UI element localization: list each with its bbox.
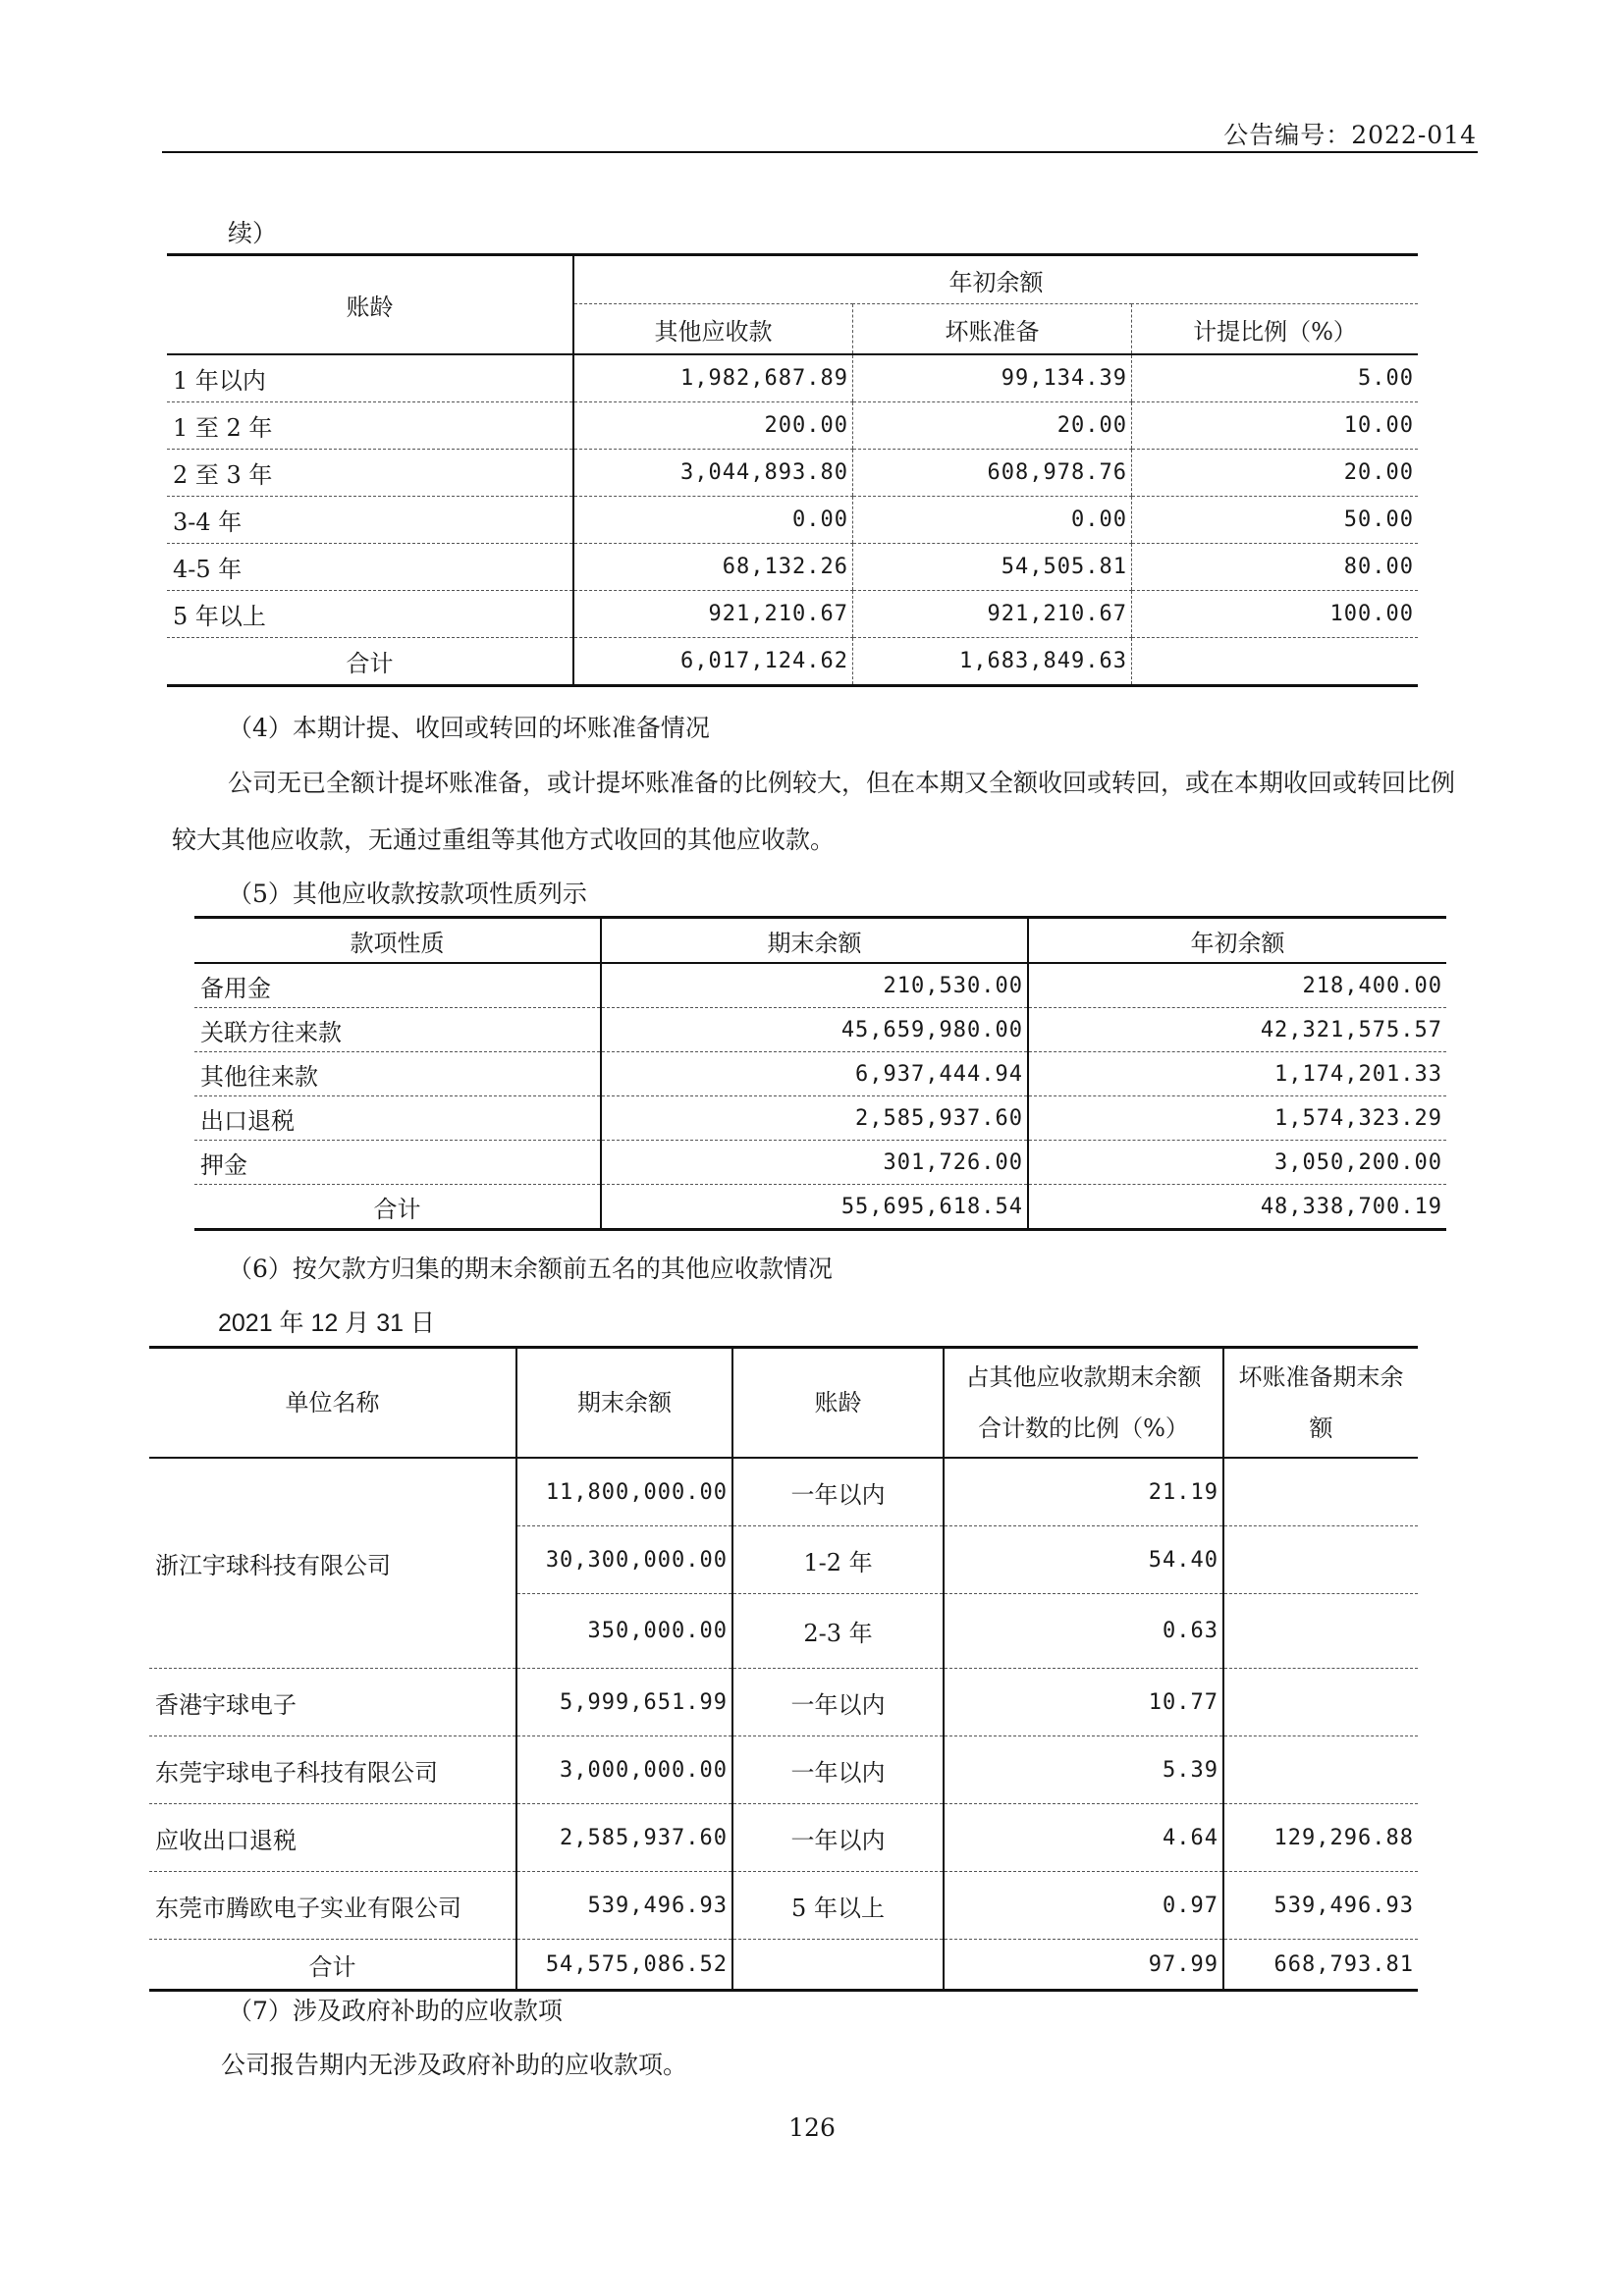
table-cell: 10.00 (1132, 402, 1419, 450)
table-row (194, 1141, 1446, 1185)
table-cell: 浙江宇球科技有限公司 (149, 1458, 516, 1669)
table-cell: 50.00 (1132, 497, 1419, 544)
table-header-cell: 账龄 (732, 1348, 944, 1459)
table-cell (1223, 1526, 1418, 1594)
table-cell: 210,530.00 (601, 963, 1028, 1008)
table-header-cell: 坏账准备 (853, 304, 1132, 355)
table-cell: 一年以内 (732, 1736, 944, 1804)
table-cell: 一年以内 (732, 1458, 944, 1526)
table-cell: 129,296.88 (1223, 1804, 1418, 1872)
table-cell: 1 至 2 年 (167, 402, 573, 450)
table-cell: 80.00 (1132, 544, 1419, 591)
header-line: 坏账准备期末余 (1238, 1363, 1404, 1391)
aging-opening-balance-table (167, 253, 1418, 687)
table-row (149, 1872, 1418, 1940)
table-row (149, 1669, 1418, 1736)
table-cell: 1-2 年 (732, 1526, 944, 1594)
table-header-cell (1223, 1348, 1418, 1459)
table-total-row (194, 1185, 1446, 1230)
table-header-cell (944, 1348, 1223, 1459)
table-cell: 3,050,200.00 (1028, 1141, 1446, 1185)
table-cell: 668,793.81 (1223, 1940, 1418, 1991)
table-cell: 出口退税 (194, 1096, 601, 1141)
table-cell: 0.00 (573, 497, 853, 544)
section-5-title: （5）其他应收款按款项性质列示 (228, 880, 587, 908)
header-line: 额 (1309, 1415, 1333, 1442)
table-cell: 5 年以上 (167, 591, 573, 638)
table-cell: 608,978.76 (853, 450, 1132, 497)
table-header-cell: 账龄 (167, 255, 573, 355)
section-4-title: （4）本期计提、收回或转回的坏账准备情况 (228, 714, 710, 742)
table-row (167, 354, 1418, 402)
table-cell: 2-3 年 (732, 1594, 944, 1669)
table-cell (1132, 638, 1419, 686)
table-cell: 100.00 (1132, 591, 1419, 638)
table-row (167, 402, 1418, 450)
table-cell: 3,000,000.00 (516, 1736, 732, 1804)
table-cell: 香港宇球电子 (149, 1669, 516, 1736)
table-cell: 921,210.67 (853, 591, 1132, 638)
table-cell: 押金 (194, 1141, 601, 1185)
table-cell (1223, 1594, 1418, 1669)
page-number: 126 (788, 2113, 836, 2142)
table-cell: 2,585,937.60 (516, 1804, 732, 1872)
document-number: 公告编号：2022-014 (1223, 121, 1477, 149)
section-7-title: （7）涉及政府补助的应收款项 (228, 1997, 563, 2025)
table-header-cell: 计提比例（%） (1132, 304, 1419, 355)
table-cell: 99,134.39 (853, 354, 1132, 402)
section-4-body-line2: 较大其他应收款，无通过重组等其他方式收回的其他应收款。 (172, 826, 836, 854)
table-cell: 一年以内 (732, 1804, 944, 1872)
table-cell: 68,132.26 (573, 544, 853, 591)
table-row (167, 450, 1418, 497)
table-cell: 应收出口退税 (149, 1804, 516, 1872)
table-cell (732, 1940, 944, 1991)
section-4-body-line1: 公司无已全额计提坏账准备，或计提坏账准备的比例较大，但在本期又全额收回或转回，或在本期收回或转回比例 (228, 769, 1456, 797)
table-header-cell: 款项性质 (194, 918, 601, 964)
table-cell: 3-4 年 (167, 497, 573, 544)
table-row (194, 1052, 1446, 1096)
table-cell: 1,174,201.33 (1028, 1052, 1446, 1096)
table-total-row (149, 1940, 1418, 1991)
table-cell: 1,574,323.29 (1028, 1096, 1446, 1141)
table-cell (1223, 1669, 1418, 1736)
table-row (167, 497, 1418, 544)
section-7-body: 公司报告期内无涉及政府补助的应收款项。 (221, 2051, 688, 2079)
table-cell: 合计 (373, 1195, 421, 1223)
table-header-cell: 期末余额 (601, 918, 1028, 964)
table-cell: 45,659,980.00 (601, 1008, 1028, 1052)
table-cell: 备用金 (194, 963, 601, 1008)
table-cell: 2 至 3 年 (167, 450, 573, 497)
table-cell: 4.64 (944, 1804, 1223, 1872)
table-cell: 东莞市腾欧电子实业有限公司 (149, 1872, 516, 1940)
table-cell: 42,321,575.57 (1028, 1008, 1446, 1052)
table-cell: 0.97 (944, 1872, 1223, 1940)
table-row (194, 1096, 1446, 1141)
table-cell: 218,400.00 (1028, 963, 1446, 1008)
table-cell: 一年以内 (732, 1669, 944, 1736)
table-cell: 5,999,651.99 (516, 1669, 732, 1736)
table-cell: 539,496.93 (516, 1872, 732, 1940)
table-row (167, 591, 1418, 638)
table-cell: 20.00 (1132, 450, 1419, 497)
table-row (149, 1458, 1418, 1526)
table-cell: 5 年以上 (732, 1872, 944, 1940)
table-cell: 10.77 (944, 1669, 1223, 1736)
table-cell: 54,505.81 (853, 544, 1132, 591)
table-cell: 关联方往来款 (194, 1008, 601, 1052)
table-cell: 48,338,700.19 (1028, 1185, 1446, 1230)
table-cell: 539,496.93 (1223, 1872, 1418, 1940)
table-cell: 97.99 (944, 1940, 1223, 1991)
table-cell: 21.19 (944, 1458, 1223, 1526)
table-cell: 2,585,937.60 (601, 1096, 1028, 1141)
table-cell: 5.39 (944, 1736, 1223, 1804)
table-cell (1223, 1458, 1418, 1526)
section-6-title: （6）按欠款方归集的期末余额前五名的其他应收款情况 (228, 1255, 833, 1283)
table-cell: 1,982,687.89 (573, 354, 853, 402)
table-total-row (167, 638, 1418, 686)
table-cell: 合计 (346, 650, 394, 677)
table-cell: 200.00 (573, 402, 853, 450)
table-row (194, 963, 1446, 1008)
table-cell: 3,044,893.80 (573, 450, 853, 497)
table-cell: 350,000.00 (516, 1594, 732, 1669)
nature-of-receivables-table (194, 916, 1446, 1231)
table-cell: 0.63 (944, 1594, 1223, 1669)
table-cell: 55,695,618.54 (601, 1185, 1028, 1230)
table-cell: 54,575,086.52 (516, 1940, 732, 1991)
header-rule (162, 151, 1478, 153)
table-cell: 合计 (308, 1952, 356, 1981)
table-cell: 54.40 (944, 1526, 1223, 1594)
table-cell: 11,800,000.00 (516, 1458, 732, 1526)
table-row (194, 1008, 1446, 1052)
table-row (167, 544, 1418, 591)
table-cell: 1 年以内 (167, 354, 573, 402)
table-cell: 1,683,849.63 (853, 638, 1132, 686)
continued-label: 续） (228, 219, 278, 247)
table-header-cell: 期末余额 (516, 1348, 732, 1459)
table-cell: 其他往来款 (194, 1052, 601, 1096)
table-cell: 东莞宇球电子科技有限公司 (149, 1736, 516, 1804)
header-line: 占其他应收款期末余额 (965, 1363, 1202, 1391)
table-cell (1223, 1736, 1418, 1804)
table-header-cell: 单位名称 (149, 1348, 516, 1459)
table-row (149, 1804, 1418, 1872)
table-cell: 4-5 年 (167, 544, 573, 591)
table-cell: 20.00 (853, 402, 1132, 450)
table-row (149, 1736, 1418, 1804)
table-cell: 921,210.67 (573, 591, 853, 638)
table-cell: 6,937,444.94 (601, 1052, 1028, 1096)
table-cell: 30,300,000.00 (516, 1526, 732, 1594)
table-header-cell: 其他应收款 (573, 304, 853, 355)
table-cell: 301,726.00 (601, 1141, 1028, 1185)
top-five-debtors-table (149, 1346, 1418, 1992)
table-header-cell: 年初余额 (1028, 918, 1446, 964)
section-6-date: 2021 年 12 月 31 日 (218, 1309, 435, 1337)
header-line: 合计数的比例（%） (978, 1415, 1189, 1442)
table-cell: 0.00 (853, 497, 1132, 544)
table-cell: 5.00 (1132, 354, 1419, 402)
table-cell: 6,017,124.62 (573, 638, 853, 686)
table-header-cell: 年初余额 (573, 255, 1418, 304)
